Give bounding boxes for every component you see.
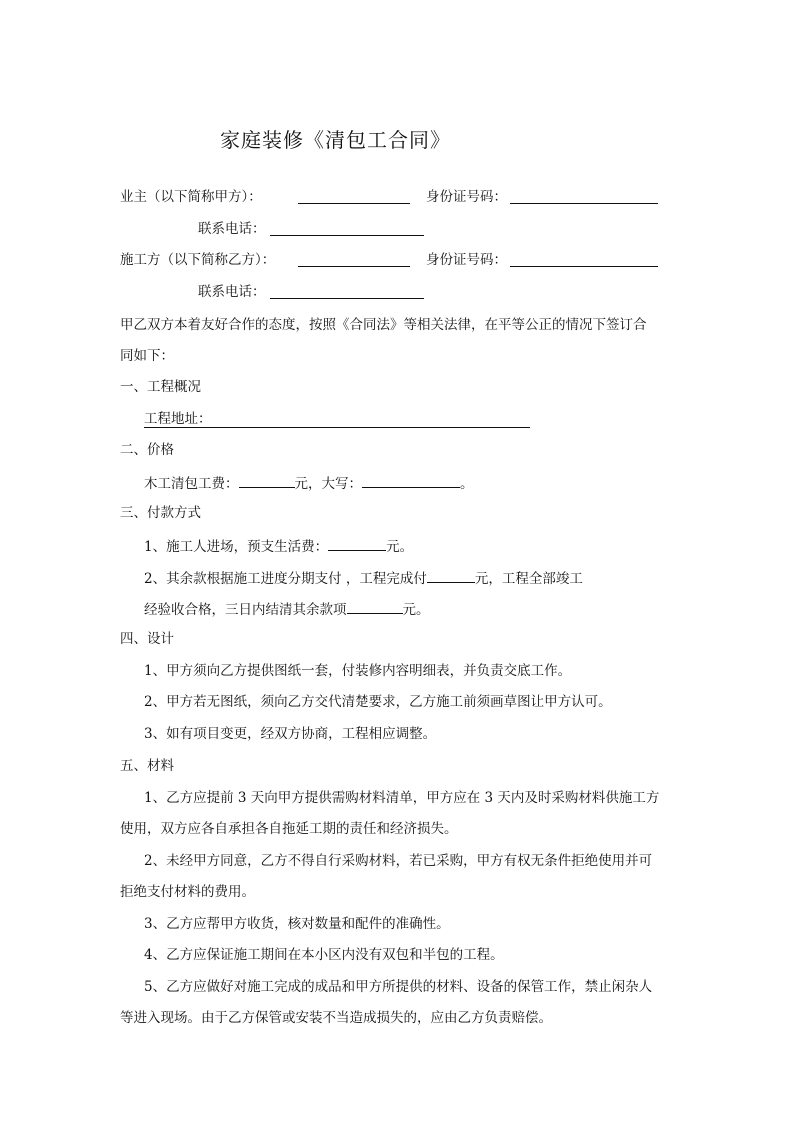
contractor-name-blank[interactable] [298, 251, 410, 267]
contractor-phone-blank[interactable] [270, 283, 424, 299]
payment-item-2-end: 元。 [402, 602, 430, 618]
payment-item-1 [144, 535, 413, 557]
owner-phone-label: 联系电话： [198, 221, 266, 237]
page-title: 家庭装修《清包工合同》 [220, 128, 451, 152]
payment-item-1-end: 元。 [386, 539, 414, 555]
payment-item-2-line-2 [144, 598, 430, 620]
carpentry-fee-label: 木工清包工费： [144, 476, 239, 492]
section-5-heading: 五、材料 [120, 758, 174, 774]
contractor-id-blank[interactable] [510, 251, 658, 267]
fee-row-end: 。 [460, 476, 474, 492]
carpentry-fee-blank[interactable] [239, 472, 295, 488]
payment-item-2-text-2: 经验收合格，三日内结清其余款项 [144, 602, 347, 618]
material-item-1-line-2: 使用，双方应各自承担各自拖延工期的责任和经济损失。 [120, 821, 458, 837]
payment-item-1-text: 1、施工人进场，预支生活费： [144, 539, 329, 555]
payment-item-2 [144, 567, 583, 589]
design-item-1: 1、甲方须向乙方提供图纸一套，付装修内容明细表，并负责交底工作。 [144, 663, 572, 679]
contractor-phone-label: 联系电话： [198, 284, 266, 300]
material-item-5-line-2: 等进入现场。由于乙方保管或安装不当造成损失的，应由乙方负责赔偿。 [120, 1010, 552, 1026]
owner-id-label: 身份证号码： [426, 189, 507, 205]
material-item-3: 3、乙方应帮甲方收货，核对数量和配件的准确性。 [144, 916, 450, 932]
fee-in-words-blank[interactable] [362, 472, 460, 488]
intro-line-2: 同如下： [120, 348, 174, 364]
material-item-2-line-2: 拒绝支付材料的费用。 [120, 884, 255, 900]
project-address-label: 工程地址： [144, 411, 212, 427]
payment-item-2-text: 2、其余款根据施工进度分期支付 ，工程完成付 [144, 571, 427, 587]
living-allowance-blank[interactable] [328, 535, 386, 551]
owner-phone-blank[interactable] [270, 220, 424, 236]
project-address-field[interactable] [144, 409, 530, 428]
payment-item-2-cont: 元，工程全部竣工 [474, 571, 583, 587]
owner-name-blank[interactable] [298, 188, 410, 204]
owner-id-blank[interactable] [510, 188, 658, 204]
section-4-heading: 四、设计 [120, 631, 174, 647]
material-item-2: 2、未经甲方同意，乙方不得自行采购材料，若已采购，甲方有权无条件拒绝使用并可 [144, 853, 653, 869]
balance-payment-blank[interactable] [347, 598, 403, 614]
design-item-2: 2、甲方若无图纸，须向乙方交代清楚要求，乙方施工前须画草图让甲方认可。 [144, 694, 612, 710]
completion-payment-blank[interactable] [427, 567, 475, 583]
material-item-4: 4、乙方应保证施工期间在本小区内没有双包和半包的工程。 [144, 947, 504, 963]
design-item-3: 3、如有项目变更，经双方协商，工程相应调整。 [144, 726, 437, 742]
material-item-1: 1、乙方应提前 3 天向甲方提供需购材料清单，甲方应在 3 天内及时采购材料供施工方 [144, 790, 660, 806]
section-2-heading: 二、价格 [120, 442, 174, 458]
section-1-heading: 一、工程概况 [120, 379, 201, 395]
material-item-5: 5、乙方应做好对施工完成的成品和甲方所提供的材料、设备的保管工作，禁止闲杂人 [144, 979, 653, 995]
contractor-label: 施工方（以下简称乙方）： [120, 252, 276, 268]
section-3-heading: 三、付款方式 [120, 505, 201, 521]
carpentry-fee-row [144, 472, 474, 494]
owner-label: 业主（以下简称甲方）： [120, 189, 262, 205]
contractor-id-label: 身份证号码： [426, 252, 507, 268]
yuan-daxie-label: 元，大写： [294, 476, 362, 492]
intro-line-1: 甲乙双方本着友好合作的态度，按照《合同法》等相关法律，在平等公正的情况下签订合 [120, 317, 647, 333]
